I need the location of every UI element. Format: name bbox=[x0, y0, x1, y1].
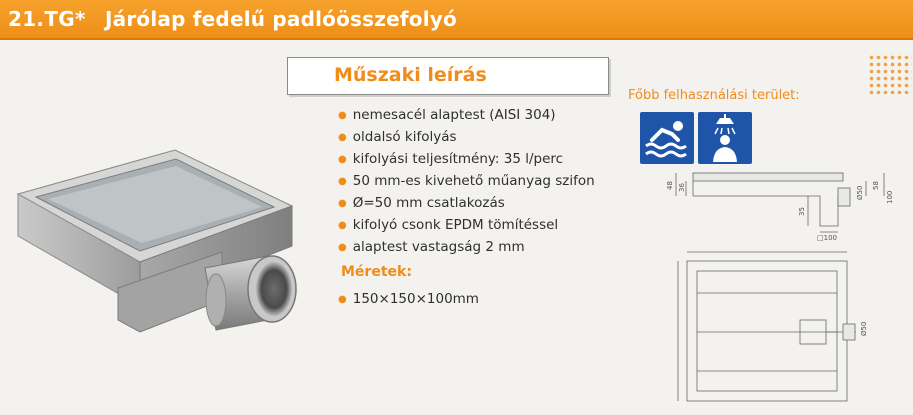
dimension-label: 35 bbox=[798, 207, 806, 216]
dimension-label: 100 bbox=[886, 190, 894, 204]
bullet-icon: ● bbox=[338, 176, 347, 187]
usage-label: Főbb felhasználási terület: bbox=[628, 88, 800, 103]
list-item bbox=[338, 148, 595, 170]
product-code: 21.TG* bbox=[8, 7, 86, 31]
bullet-icon: ● bbox=[338, 242, 347, 253]
dimension-label: 36 bbox=[678, 183, 686, 192]
list-item bbox=[338, 170, 595, 192]
feature-text: Ø=50 mm csatlakozás bbox=[352, 195, 505, 211]
bullet-icon: ● bbox=[338, 110, 347, 121]
header-bar bbox=[0, 0, 913, 40]
list-item bbox=[338, 236, 595, 258]
feature-text: alaptest vastagság 2 mm bbox=[352, 239, 525, 255]
dimension-label: 58 bbox=[872, 181, 880, 190]
section-title: Műszaki leírás bbox=[334, 64, 487, 86]
product-title: Járólap fedelű padlóösszefolyó bbox=[105, 7, 457, 31]
feature-text: kifolyó csonk EPDM tömítéssel bbox=[352, 217, 559, 233]
bullet-icon: ● bbox=[338, 220, 347, 231]
dimension-label: 48 bbox=[666, 181, 674, 190]
bullet-icon: ● bbox=[338, 132, 347, 143]
dimension-label: Ø50 bbox=[860, 321, 868, 336]
shower-icon bbox=[698, 112, 752, 164]
technical-description-box bbox=[287, 57, 609, 95]
feature-text: nemesacél alaptest (AISI 304) bbox=[352, 107, 556, 123]
bullet-icon: ● bbox=[338, 154, 347, 165]
dimension-label: □100 bbox=[817, 234, 837, 242]
feature-list bbox=[338, 104, 595, 258]
list-item bbox=[338, 126, 595, 148]
list-item bbox=[338, 214, 595, 236]
plan-view bbox=[678, 252, 856, 401]
side-view bbox=[676, 173, 884, 232]
feature-text: oldalsó kifolyás bbox=[352, 129, 457, 145]
sizes-list bbox=[338, 288, 479, 310]
bullet-icon: ● bbox=[338, 294, 347, 305]
swimming-icon bbox=[640, 112, 694, 164]
dimension-label: Ø50 bbox=[856, 185, 864, 200]
decorative-dots bbox=[868, 54, 912, 94]
sizes-heading: Méretek: bbox=[341, 264, 412, 280]
list-item bbox=[338, 104, 595, 126]
feature-text: 50 mm-es kivehető műanyag szifon bbox=[352, 173, 595, 189]
feature-text: kifolyási teljesítmény: 35 l/perc bbox=[352, 151, 564, 167]
bullet-icon: ● bbox=[338, 198, 347, 209]
list-item bbox=[338, 192, 595, 214]
list-item bbox=[338, 288, 479, 310]
size-text: 150×150×100mm bbox=[352, 291, 479, 307]
